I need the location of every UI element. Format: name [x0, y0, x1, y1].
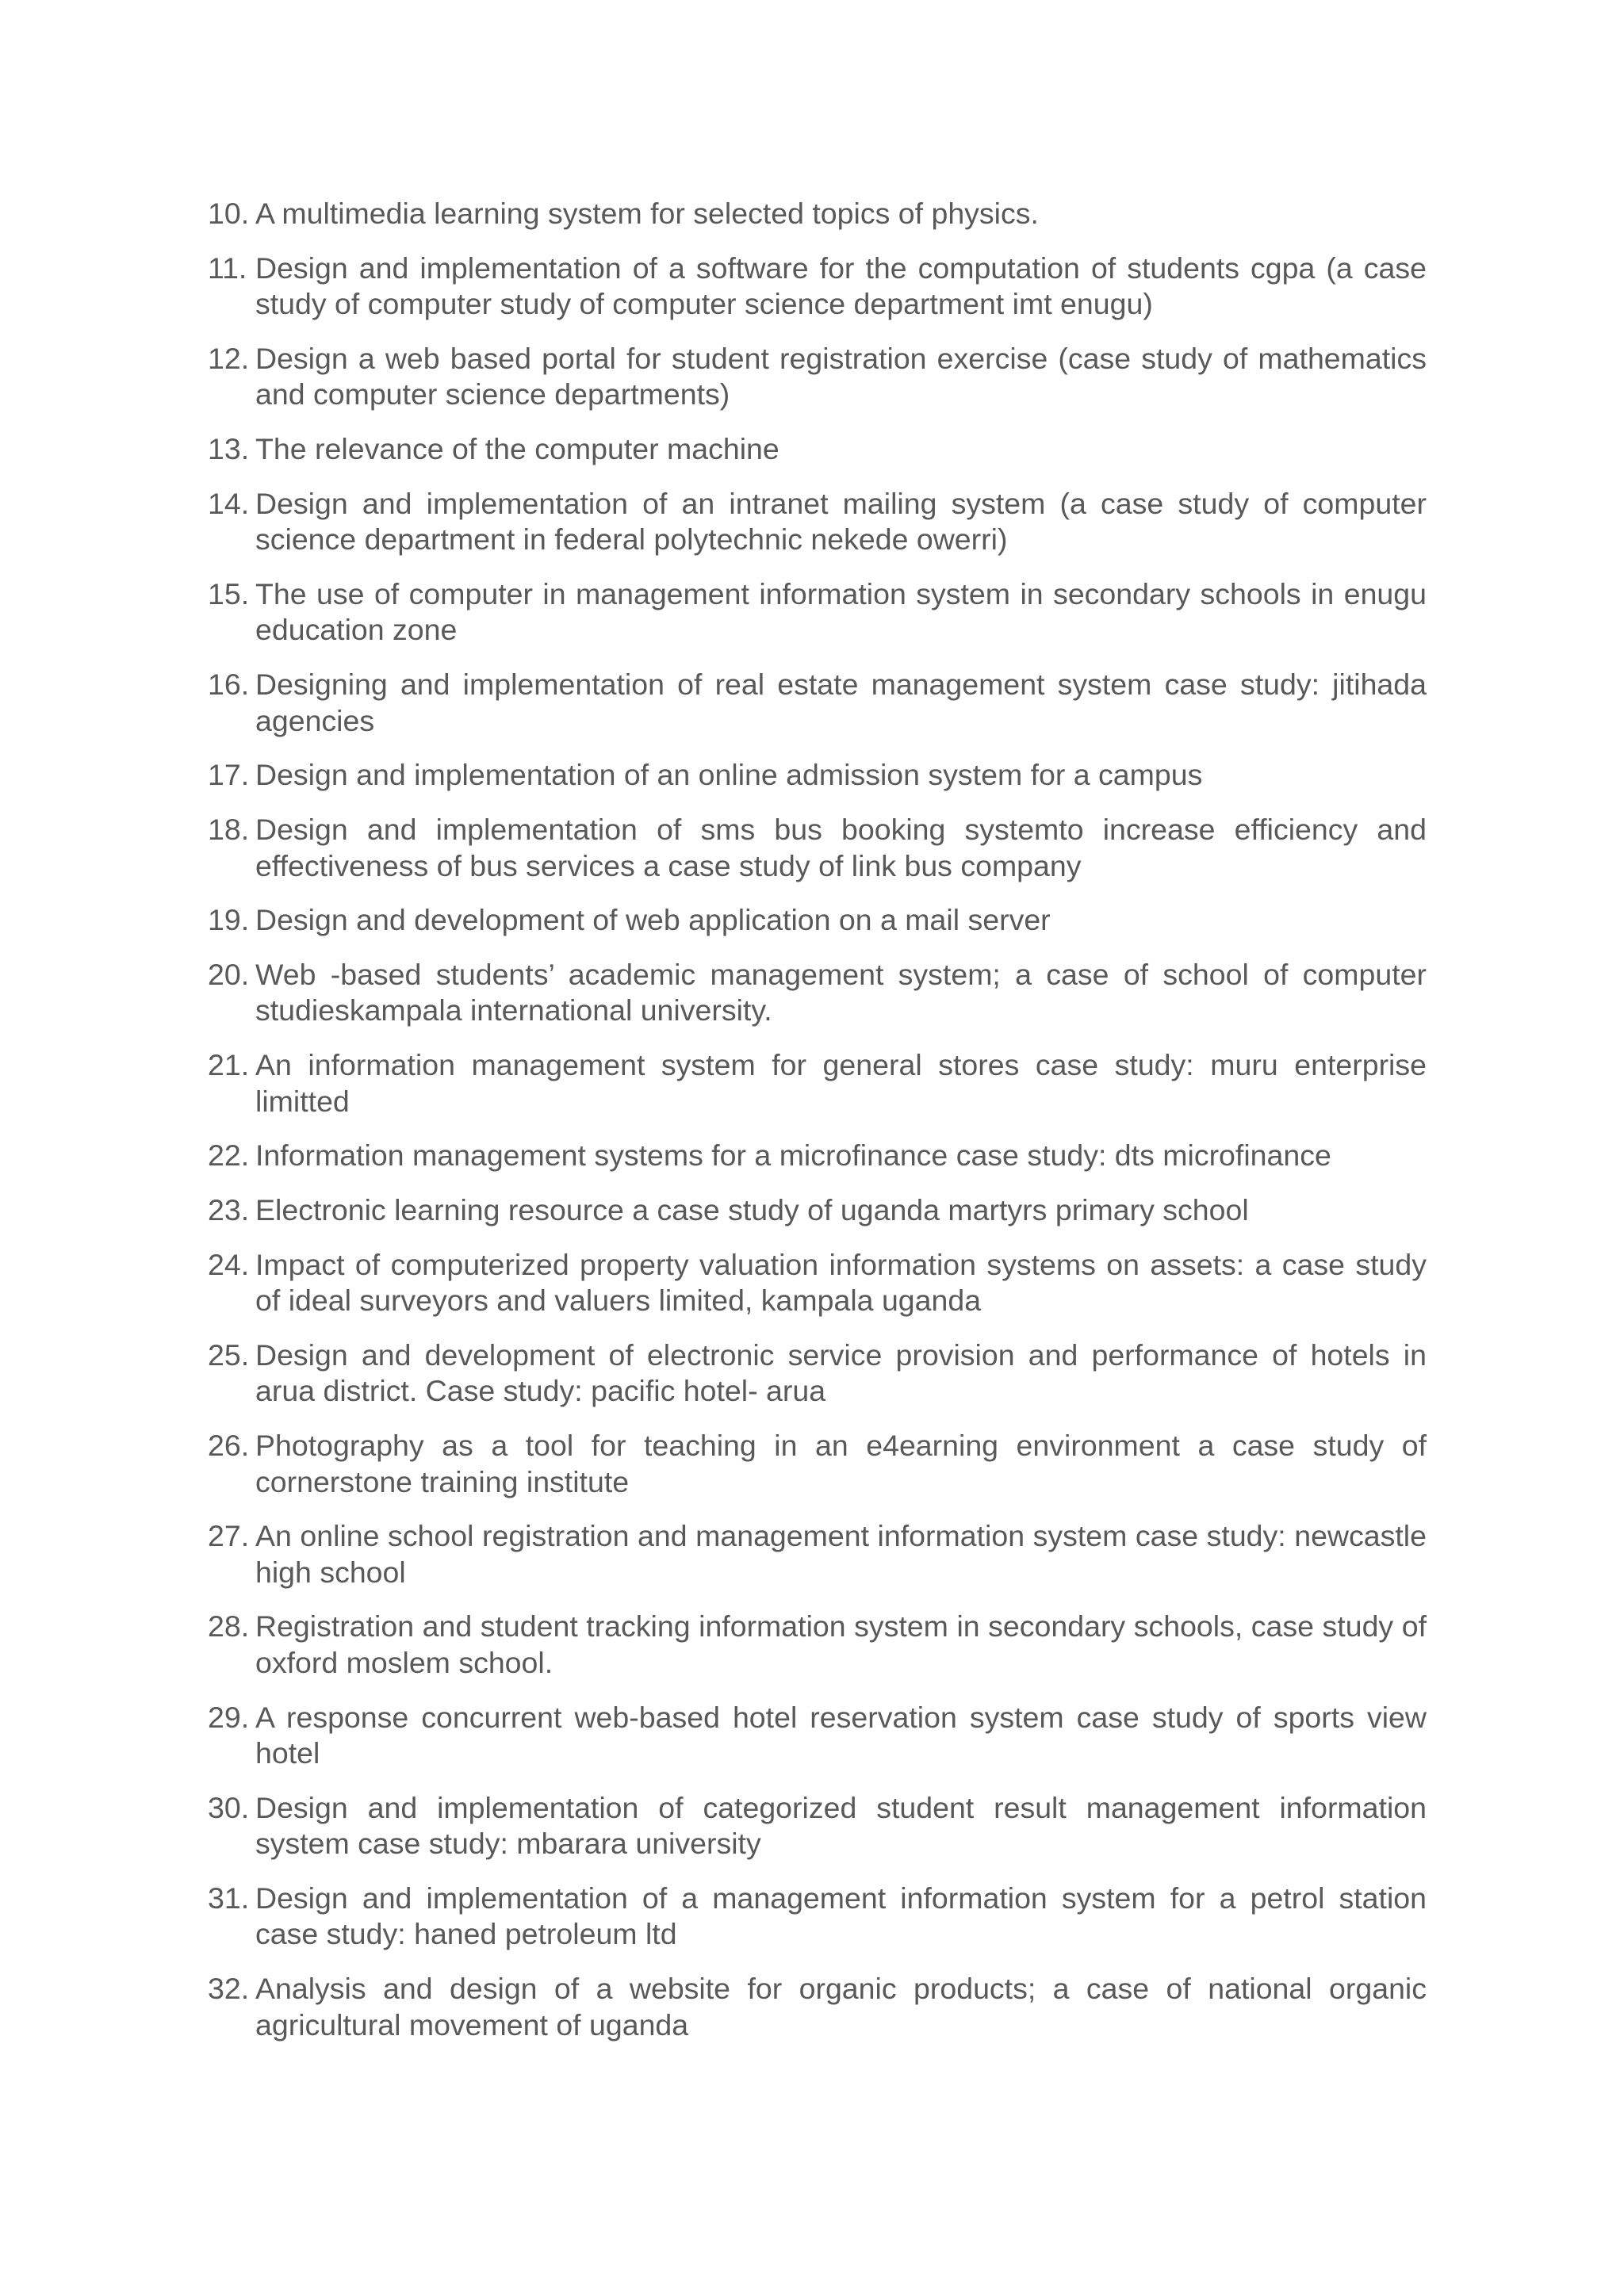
- list-item-text: Photography as a tool for teaching in an e4earning environment a case study of cornerstone training institute: [255, 1429, 1427, 1498]
- list-item-text: Analysis and design of a website for organic products; a case of national organic agricultural movement of uganda: [255, 1972, 1427, 2042]
- list-item-text: The use of computer in management information system in secondary schools in enugu education zone: [255, 576, 1427, 647]
- list-item: [208, 1518, 1427, 1590]
- list-item-number: 18.: [208, 813, 250, 846]
- list-item: [208, 1428, 1427, 1500]
- list-item: [208, 1971, 1427, 2043]
- list-item-number: 25.: [208, 1337, 250, 1372]
- list-item-number: 22.: [208, 1138, 250, 1173]
- list-item-text: Design and development of web application on a mail server: [255, 903, 1051, 937]
- list-item-text: Web -based students’ academic management system; a case of school of computer studieskampala international university.: [255, 957, 1427, 1027]
- list-item: [208, 902, 1427, 939]
- list-item: [208, 431, 1427, 468]
- list-item-text: Electronic learning resource a case study of uganda martyrs primary school: [255, 1192, 1249, 1226]
- list-item-text: Design and implementation of an intranet mailing system (a case study of computer science department in federal polytechnic nekede owerri): [255, 486, 1427, 557]
- list-item-text: Design and development of electronic service provision and performance of hotels in arua district. Case study: pacific hotel- arua: [255, 1337, 1427, 1408]
- list-item-text: A multimedia learning system for selected topics of physics.: [255, 197, 1039, 230]
- list-item-text: Design and implementation of a software for the computation of students cgpa (a case study of computer study of computer science department imt enugu): [255, 251, 1427, 321]
- list-item-number: 16.: [208, 668, 250, 702]
- list-item-text: An information management system for general stores case study: muru enterprise limitted: [255, 1048, 1427, 1118]
- list-item-number: 23.: [208, 1192, 250, 1226]
- list-item-number: 32.: [208, 1972, 250, 2006]
- list-item-text: Information management systems for a microfinance case study: dts microfinance: [255, 1138, 1331, 1173]
- list-item-text: Designing and implementation of real estate management system case study: jitihada agencies: [255, 668, 1427, 737]
- list-item: [208, 757, 1427, 794]
- list-item-number: 12.: [208, 341, 250, 375]
- list-item: [208, 1790, 1427, 1862]
- list-item-number: 27.: [208, 1519, 250, 1553]
- list-item: [208, 1247, 1427, 1319]
- list-item-number: 29.: [208, 1700, 250, 1734]
- list-item: [208, 1700, 1427, 1772]
- list-item-number: 19.: [208, 903, 250, 937]
- list-item: [208, 486, 1427, 558]
- list-item-number: 24.: [208, 1247, 250, 1281]
- list-item-number: 31.: [208, 1881, 250, 1915]
- list-item-number: 20.: [208, 957, 250, 991]
- list-item-number: 30.: [208, 1790, 250, 1824]
- list-item-number: 14.: [208, 486, 250, 520]
- list-item-number: 28.: [208, 1609, 250, 1644]
- list-item: [208, 1881, 1427, 1953]
- list-item: [208, 812, 1427, 884]
- list-item: [208, 1609, 1427, 1681]
- list-item-number: 21.: [208, 1048, 250, 1082]
- list-item: [208, 667, 1427, 739]
- list-item-text: Design and implementation of sms bus booking systemto increase efficiency and effectiveness of bus services a case study of link bus company: [255, 813, 1427, 882]
- list-item-text: Registration and student tracking information system in secondary schools, case study of oxford moslem school.: [255, 1609, 1427, 1679]
- list-item-number: 15.: [208, 576, 250, 610]
- list-item-text: Design and implementation of an online admission system for a campus: [255, 758, 1203, 792]
- list-item-number: 17.: [208, 758, 250, 792]
- list-item: [208, 341, 1427, 413]
- list-item-text: Design and implementation of categorized student result management information system case study: mbarara university: [255, 1790, 1427, 1861]
- project-topic-list: [208, 196, 1427, 2061]
- list-item: [208, 957, 1427, 1029]
- list-item: [208, 576, 1427, 649]
- list-item-text: The relevance of the computer machine: [255, 432, 779, 466]
- list-item-text: Design a web based portal for student registration exercise (case study of mathematics and computer science departments): [255, 341, 1427, 411]
- list-item-number: 11.: [208, 251, 247, 285]
- list-item: [208, 1047, 1427, 1119]
- list-item-number: 26.: [208, 1429, 250, 1462]
- list-item-text: Impact of computerized property valuation information systems on assets: a case study of ideal surveyors and valuers limited, kampala uganda: [255, 1247, 1427, 1318]
- list-item: [208, 1138, 1427, 1174]
- list-item: [208, 1337, 1427, 1410]
- list-item-number: 10.: [208, 197, 250, 230]
- list-item-text: A response concurrent web-based hotel reservation system case study of sports view hotel: [255, 1700, 1427, 1770]
- list-item-text: An online school registration and management information system case study: newcastle high school: [255, 1519, 1427, 1589]
- list-item: [208, 196, 1427, 232]
- list-item-text: Design and implementation of a management information system for a petrol station case study: haned petroleum ltd: [255, 1881, 1427, 1951]
- list-item: [208, 1192, 1427, 1229]
- list-item-number: 13.: [208, 432, 250, 466]
- list-item: [208, 251, 1427, 323]
